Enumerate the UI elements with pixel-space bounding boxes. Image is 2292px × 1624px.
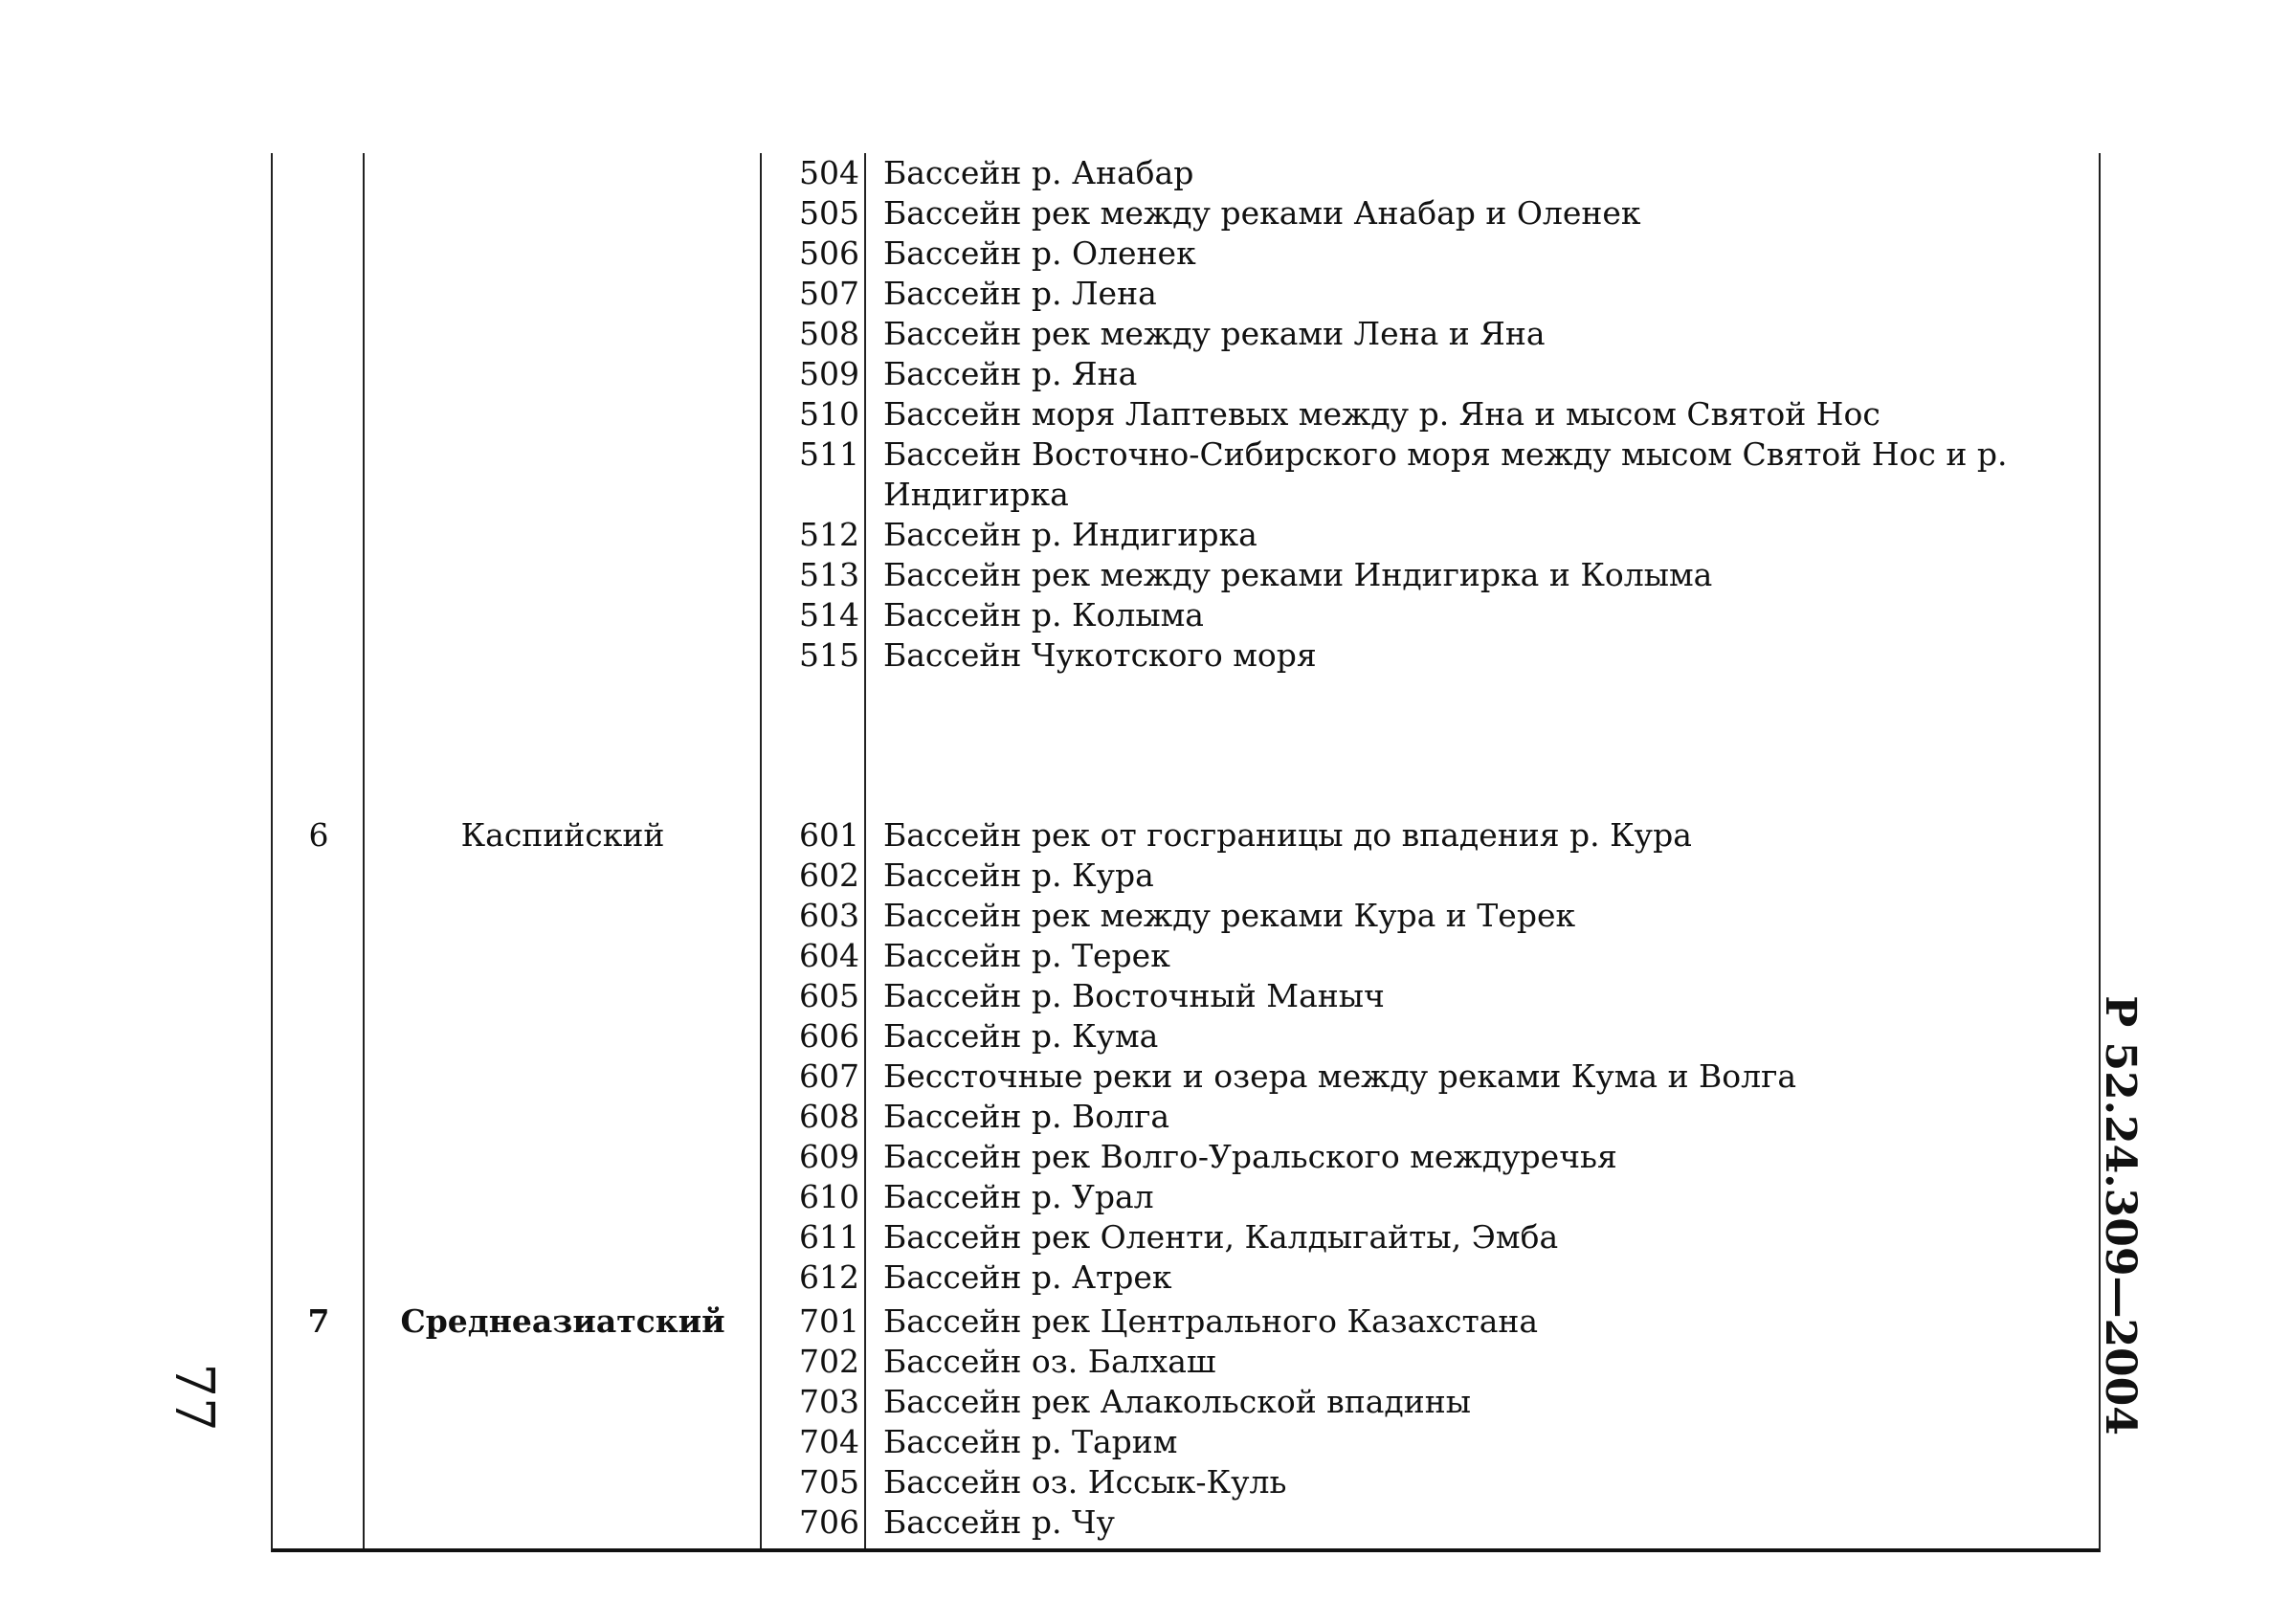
table-row <box>273 153 2099 193</box>
basin-description: Бассейн рек между реками Лена и Яна <box>883 315 1546 352</box>
basin-code: 609 <box>799 1138 859 1175</box>
table-row <box>273 856 2099 896</box>
table-row <box>273 1016 2099 1057</box>
table-row <box>273 1422 2099 1462</box>
basin-description: Бассейн р. Восточный Маныч <box>883 977 1385 1014</box>
table-row <box>273 1502 2099 1543</box>
basin-description: Бассейн рек между реками Индигирка и Колыма <box>883 556 1713 593</box>
basin-code: 607 <box>799 1057 859 1095</box>
basin-code: 505 <box>799 194 859 232</box>
basin-description: Бассейн р. Волга <box>883 1098 1170 1135</box>
basin-code: 610 <box>799 1178 859 1215</box>
basin-code: 514 <box>799 596 859 634</box>
table-row <box>273 1462 2099 1502</box>
basin-description: Бассейн р. Тарим <box>883 1423 1178 1460</box>
basin-code: 601 <box>799 816 859 854</box>
basin-description: Бассейн р. Оленек <box>883 234 1196 272</box>
group-name: Среднеазиатский <box>400 1302 725 1340</box>
basin-description: Бассейн рек Алакольской впадины <box>883 1383 1471 1420</box>
group-number: 7 <box>307 1302 330 1340</box>
table-row <box>273 394 2099 434</box>
basin-description: Бассейн рек между реками Анабар и Оленек <box>883 194 1641 232</box>
table-row <box>273 635 2099 676</box>
basin-description: Бассейн рек Волго-Уральского междуречья <box>883 1138 1617 1175</box>
basin-code: 608 <box>799 1098 859 1135</box>
basin-code: 612 <box>799 1258 859 1296</box>
table-row <box>273 193 2099 234</box>
basin-description: Бассейн Восточно-Сибирского моря между мысом Святой Нос и р. Индигирка <box>883 435 2008 513</box>
table-row <box>273 815 2099 856</box>
table-row <box>273 976 2099 1016</box>
basin-description: Бассейн р. Урал <box>883 1178 1154 1215</box>
table-row <box>273 1057 2099 1097</box>
basin-description: Бассейн моря Лаптевых между р. Яна и мысом Святой Нос <box>883 395 1880 433</box>
basin-code: 606 <box>799 1017 859 1055</box>
basin-description: Бассейн рек от госграницы до впадения р. Кура <box>883 816 1692 854</box>
table-row <box>273 936 2099 976</box>
basin-description: Бассейн р. Кума <box>883 1017 1159 1055</box>
basin-description: Бассейн р. Атрек <box>883 1258 1172 1296</box>
basin-description: Бассейн р. Индигирка <box>883 516 1257 553</box>
basin-code: 508 <box>799 315 859 352</box>
table-row <box>273 354 2099 394</box>
basin-description: Бассейн р. Колыма <box>883 596 1204 634</box>
basin-description: Бассейн оз. Иссык-Куль <box>883 1463 1287 1501</box>
table-row <box>273 555 2099 595</box>
basin-code: 509 <box>799 355 859 392</box>
basin-code: 706 <box>799 1503 859 1541</box>
table-row <box>273 1137 2099 1177</box>
table-row <box>273 1342 2099 1382</box>
basin-code: 704 <box>799 1423 859 1460</box>
document-id: Р 52.24.309—2004 <box>2096 995 2145 1435</box>
basin-description: Бассейн р. Анабар <box>883 154 1194 191</box>
basin-description: Бассейн рек Центрального Казахстана <box>883 1302 1539 1340</box>
group-number: 6 <box>308 816 329 854</box>
table-row <box>273 314 2099 354</box>
basin-code: 701 <box>799 1302 859 1340</box>
table-row <box>273 1301 2099 1342</box>
table-row <box>273 896 2099 936</box>
basin-description: Бассейн р. Чу <box>883 1503 1115 1541</box>
basin-code: 507 <box>799 275 859 312</box>
table-row <box>273 515 2099 555</box>
table-row <box>273 1257 2099 1298</box>
group-name: Каспийский <box>460 816 665 854</box>
basin-code: 513 <box>799 556 859 593</box>
basin-description: Бассейн Чукотского моря <box>883 636 1317 674</box>
page-number: 77 <box>163 1363 225 1432</box>
basin-code: 515 <box>799 636 859 674</box>
basin-code: 705 <box>799 1463 859 1501</box>
basin-description: Бассейн р. Лена <box>883 275 1157 312</box>
basin-code: 703 <box>799 1383 859 1420</box>
basin-code: 504 <box>799 154 859 191</box>
basin-description: Бассейн рек между реками Кура и Терек <box>883 897 1576 934</box>
basin-table <box>271 153 2101 1552</box>
basin-code: 605 <box>799 977 859 1014</box>
basin-code: 602 <box>799 856 859 894</box>
basin-code: 512 <box>799 516 859 553</box>
table-row <box>273 1177 2099 1217</box>
basin-code: 603 <box>799 897 859 934</box>
table-row <box>273 1097 2099 1137</box>
basin-code: 611 <box>799 1218 859 1256</box>
basin-description: Бессточные реки и озера между реками Кума и Волга <box>883 1057 1797 1095</box>
basin-description: Бассейн р. Терек <box>883 937 1170 974</box>
basin-description: Бассейн р. Кура <box>883 856 1154 894</box>
basin-description: Бассейн оз. Балхаш <box>883 1343 1216 1380</box>
basin-code: 702 <box>799 1343 859 1380</box>
table-row <box>273 434 2099 515</box>
basin-code: 604 <box>799 937 859 974</box>
table-row <box>273 1382 2099 1422</box>
basin-code: 511 <box>799 435 859 473</box>
basin-code: 506 <box>799 234 859 272</box>
table-row <box>273 234 2099 274</box>
table-row <box>273 1217 2099 1257</box>
basin-code: 510 <box>799 395 859 433</box>
basin-description: Бассейн рек Оленти, Калдыгайты, Эмба <box>883 1218 1559 1256</box>
table-row <box>273 274 2099 314</box>
table-row <box>273 595 2099 635</box>
basin-description: Бассейн р. Яна <box>883 355 1138 392</box>
